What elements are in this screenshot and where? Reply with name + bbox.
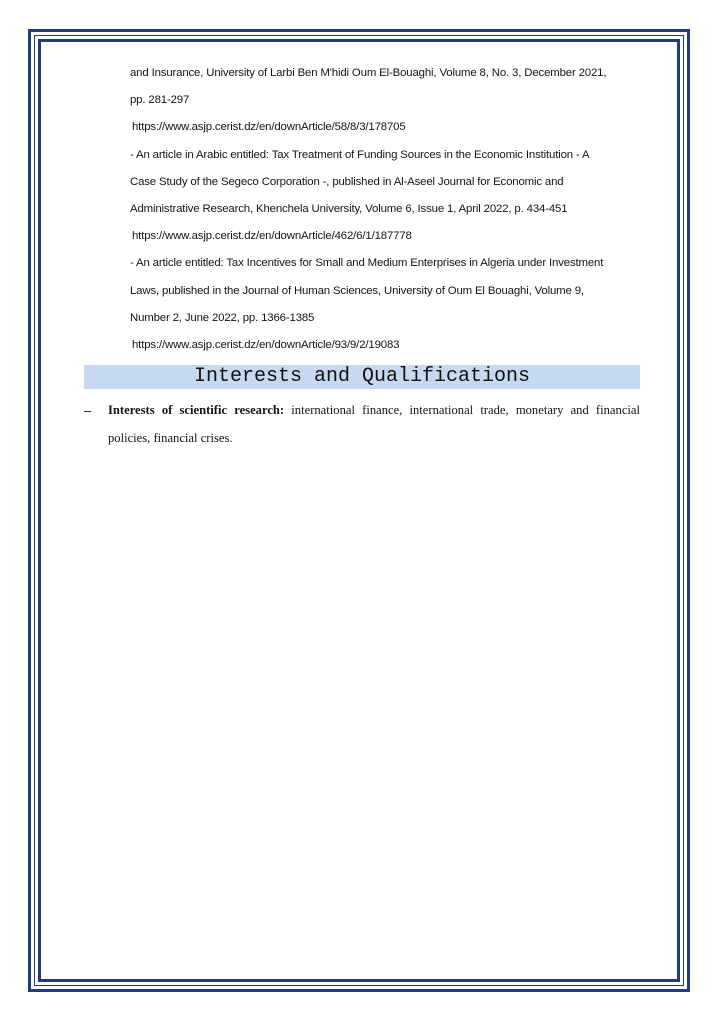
reference-line: and Insurance, University of Larbi Ben M'hidi Oum El-Bouaghi, Volume 8, No. 3, December 2021, xyxy=(130,67,607,79)
reference-line: Laws, published in the Journal of Human Sciences, University of Oum El Bouaghi, Volume 9, xyxy=(130,284,584,297)
reference-line: pp. 281-297 xyxy=(130,94,190,107)
reference-line: Case Study of the Segeco Corporation -, published in Al-Aseel Journal for Economic and xyxy=(130,175,564,188)
reference-link[interactable]: https://www.asjp.cerist.dz/en/downArticle/58/8/3/178705 xyxy=(132,121,406,134)
reference-link[interactable]: https://www.asjp.cerist.dz/en/downArticle/462/6/1/187778 xyxy=(132,230,412,243)
interests-label: Interests of scientific research: xyxy=(108,403,285,417)
reference-line: - An article entitled: Tax Incentives for Small and Medium Enterprises in Algeria under Investment xyxy=(130,257,604,270)
reference-line: Number 2, June 2022, pp. 1366-1385 xyxy=(130,311,315,324)
reference-line: Administrative Research, Khenchela University, Volume 6, Issue 1, April 2022, p. 434-451 xyxy=(130,203,568,216)
reference-link[interactable]: https://www.asjp.cerist.dz/en/downArticle/93/9/2/19083 xyxy=(132,339,400,352)
interests-item xyxy=(84,397,640,452)
interests-text xyxy=(108,397,640,452)
section-heading xyxy=(84,365,640,389)
bullet-dash-icon: – xyxy=(84,403,92,418)
interests-description: international finance, international trade, monetary and financial policies, financial crises. xyxy=(108,403,640,445)
references-list xyxy=(130,60,650,359)
section-title: Interests and Qualifications xyxy=(193,365,531,388)
reference-line: - An article in Arabic entitled: Tax Treatment of Funding Sources in the Economic Institution - A xyxy=(130,148,590,161)
